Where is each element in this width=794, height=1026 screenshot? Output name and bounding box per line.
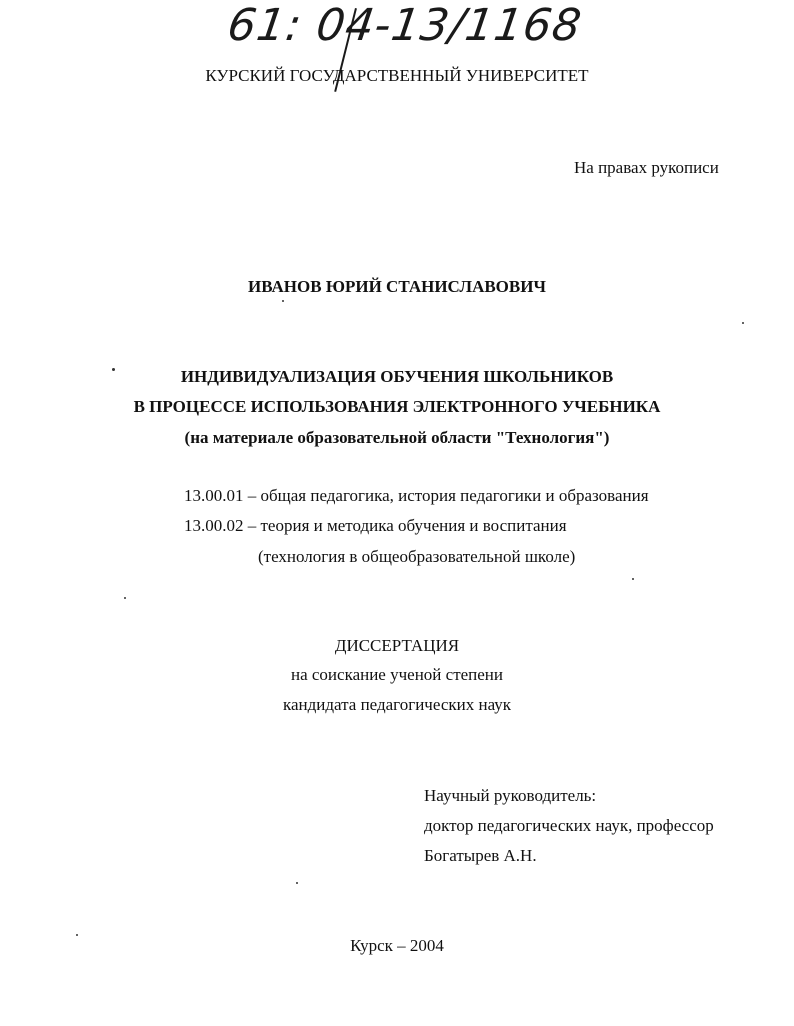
scan-speck [112, 368, 115, 371]
city-year: Курск – 2004 [350, 936, 444, 955]
university-name: КУРСКИЙ ГОСУДАРСТВЕННЫЙ УНИВЕРСИТЕТ [205, 66, 589, 85]
supervisor-name: Богатырев А.Н. [424, 846, 537, 865]
degree-line-1: на соискание ученой степени [290, 665, 504, 684]
dissertation-heading: ДИССЕРТАЦИЯ [334, 636, 460, 655]
author-name: ИВАНОВ ЮРИЙ СТАНИСЛАВОВИЧ [248, 277, 546, 296]
scan-speck [124, 597, 126, 599]
title-line-1: ИНДИВИДУАЛИЗАЦИЯ ОБУЧЕНИЯ ШКОЛЬНИКОВ [180, 367, 614, 386]
specialty-line-3: (технология в общеобразовательной школе) [258, 547, 576, 566]
manuscript-rights-note: На правах рукописи [574, 158, 719, 177]
scan-speck [282, 300, 284, 302]
archive-code-handwritten: 61: 04-13/1168 [224, 0, 586, 51]
title-line-2: В ПРОЦЕССЕ ИСПОЛЬЗОВАНИЯ ЭЛЕКТРОННОГО УЧЕБНИКА [133, 397, 661, 416]
specialty-line-1: 13.00.01 – общая педагогика, история педагогики и образования [184, 486, 649, 505]
scan-speck [632, 578, 634, 580]
supervisor-label: Научный руководитель: [424, 786, 597, 805]
scan-speck [76, 934, 78, 936]
supervisor-degree: доктор педагогических наук, профессор [424, 816, 714, 835]
scan-speck [296, 882, 298, 884]
specialty-line-2: 13.00.02 – теория и методика обучения и воспитания [184, 516, 567, 535]
title-line-3: (на материале образовательной области "Технология") [184, 428, 610, 447]
degree-line-2: кандидата педагогических наук [282, 695, 512, 714]
scan-speck [742, 322, 744, 324]
